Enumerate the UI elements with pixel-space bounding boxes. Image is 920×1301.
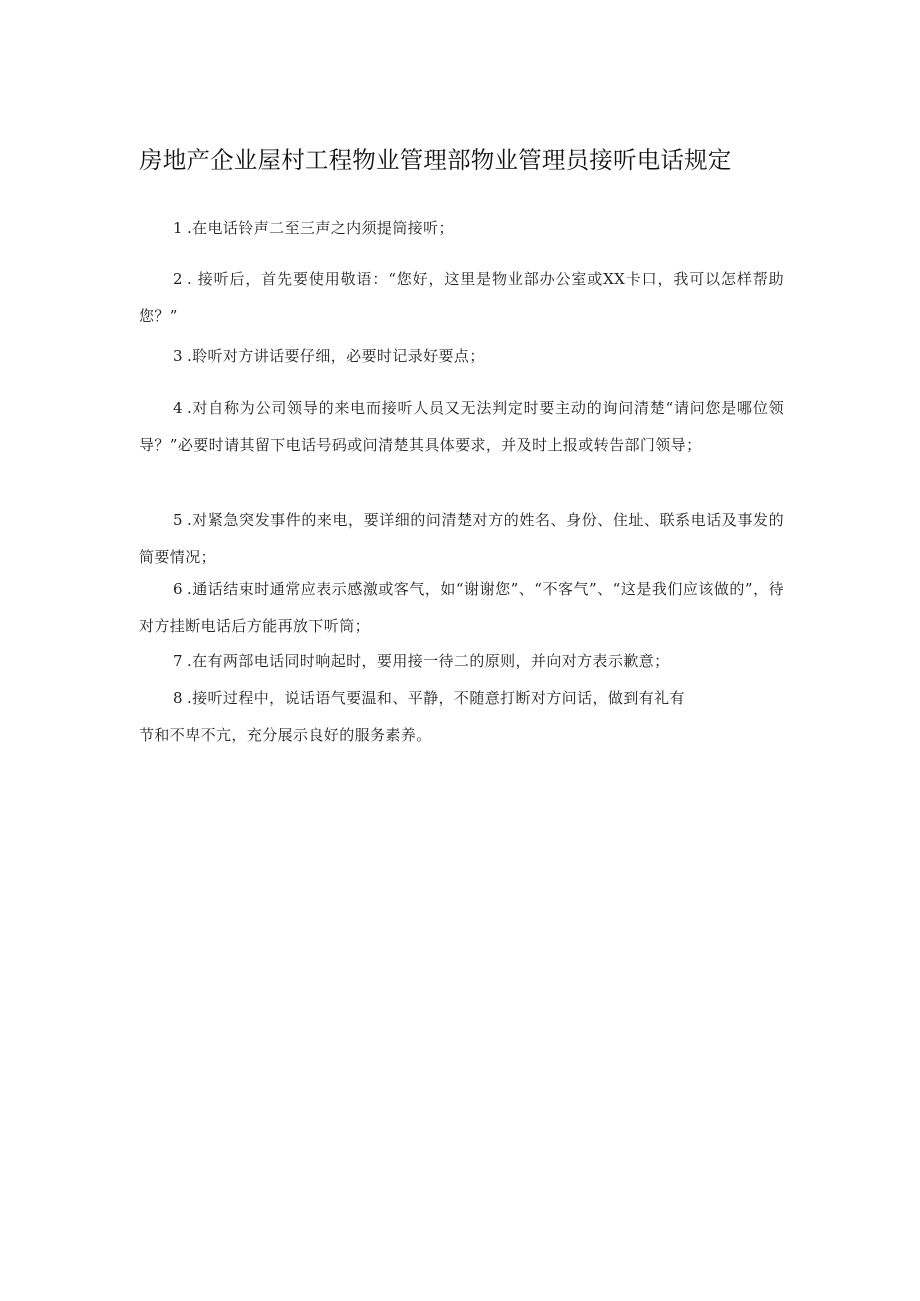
rule-item-4	[139, 390, 784, 464]
rule-text: . 接听后，首先要使用敬语：“您好，这里是物业部办公室或XX卡口，我可以怎样帮助您？”	[139, 270, 784, 325]
rule-item-6	[139, 571, 784, 645]
rule-text-continued: 节和不卑不亢，充分展示良好的服务素养。	[139, 726, 432, 744]
rule-item-5	[139, 502, 784, 576]
rule-item-7	[139, 643, 784, 680]
rule-first-line	[139, 680, 784, 717]
rule-text: .在电话铃声二至三声之内须提筒接听；	[186, 219, 454, 237]
rule-text: .在有两部电话同时响起时，要用接一待二的原则，并向对方表示歉意；	[186, 652, 670, 670]
rule-text: .通话结束时通常应表示感激或客气，如“谢谢您”、“不客气”、“这是我们应该做的”，待对方挂断电话后方能再放下听筒；	[139, 580, 784, 635]
rule-text: .接听过程中，说话语气要温和、平静，不随意打断对方问话，做到有礼有	[186, 689, 685, 707]
rule-number: 8	[173, 689, 183, 707]
rule-text: .对紧急突发事件的来电，要详细的问清楚对方的姓名、身份、住址、联系电话及事发的简要情况；	[139, 511, 784, 566]
rule-number: 3	[173, 347, 183, 365]
document-title: 房地产企业屋村工程物业管理部物业管理员接听电话规定	[139, 146, 732, 174]
rule-item-2	[139, 261, 784, 335]
rule-number: 5	[173, 511, 183, 529]
rule-item-1	[139, 210, 784, 247]
rule-number: 4	[173, 399, 183, 417]
rule-text: .对自称为公司领导的来电而接听人员又无法判定时要主动的询问清楚“请问您是哪位领导？”必要时请其留下电话号码或问清楚其具体要求，并及时上报或转告部门领导；	[139, 399, 784, 454]
rule-number: 1	[173, 219, 183, 237]
rule-item-8	[139, 680, 784, 754]
rule-number: 2	[173, 270, 183, 288]
rule-text: .聆听对方讲话要仔细，必要时记录好要点；	[186, 347, 485, 365]
rule-number: 7	[173, 652, 183, 670]
rule-number: 6	[173, 580, 183, 598]
rule-item-3	[139, 338, 784, 375]
